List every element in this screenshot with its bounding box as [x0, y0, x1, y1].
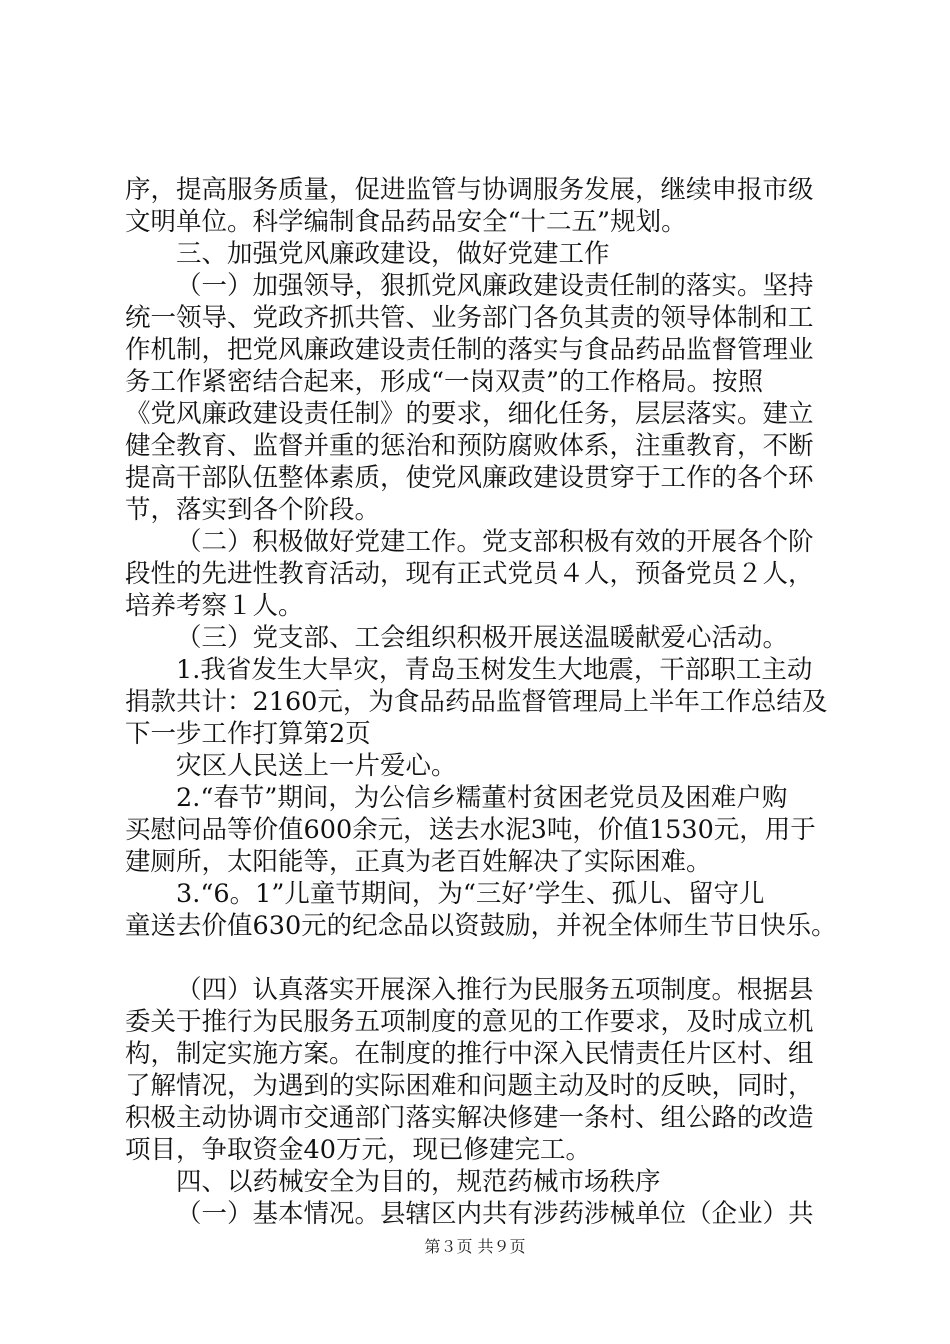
paragraph-line: 灾区人民送上一片爱心。: [176, 751, 457, 781]
paragraph-line: 买慰问品等价值600余元，送去水泥3吨，价值1530元，用于: [125, 815, 816, 845]
page-footer: 第３页 共９页: [424, 1237, 526, 1256]
paragraph-line: 建厕所，太阳能等，正真为老百姓解决了实际困难。: [125, 847, 712, 877]
paragraph-line: 3.“6。1”儿童节期间，为“三好’学生、孤儿、留守儿: [176, 879, 765, 909]
paragraph-line: （三）党支部、工会组织积极开展送温暖献爱心活动。: [176, 623, 789, 653]
paragraph-line: （一）加强领导，狠抓党风廉政建设责任制的落实。坚持: [176, 271, 814, 301]
paragraph-line: 节，落实到各个阶段。: [125, 495, 381, 525]
paragraph-line: （四）认真落实开展深入推行为民服务五项制度。根据县: [176, 975, 814, 1005]
paragraph-line: （二）积极做好党建工作。党支部积极有效的开展各个阶: [176, 527, 814, 557]
paragraph-line: 《党风廉政建设责任制》的要求，细化任务，层层落实。建立: [125, 399, 814, 429]
paragraph-line: （一）基本情况。县辖区内共有涉药涉械单位（企业）共: [176, 1199, 814, 1229]
paragraph-line: 培养考察１人。: [125, 591, 304, 621]
section-heading: 三、加强党风廉政建设，做好党建工作: [176, 239, 610, 269]
paragraph-line: 文明单位。科学编制食品药品安全“十二五”规划。: [125, 207, 687, 237]
paragraph-line: 了解情况，为遇到的实际困难和问题主动及时的反映，同时，: [125, 1071, 814, 1101]
paragraph-line: 2.“春节”期间，为公信乡糯董村贫困老党员及困难户购: [176, 783, 788, 813]
paragraph-line: 项目，争取资金40万元，现已修建完工。: [125, 1135, 591, 1165]
paragraph-line: 积极主动协调市交通部门落实解决修建一条村、组公路的改造: [125, 1103, 814, 1133]
section-heading: 四、以药械安全为目的，规范药械市场秩序: [176, 1167, 661, 1197]
paragraph-line: 构，制定实施方案。在制度的推行中深入民情责任片区村、组: [125, 1039, 814, 1069]
paragraph-line: 童送去价值630元的纪念品以资鼓励，并祝全体师生节日快乐。: [125, 911, 837, 941]
paragraph-line: 健全教育、监督并重的惩治和预防腐败体系，注重教育，不断: [125, 431, 814, 461]
paragraph-line: 提高干部队伍整体素质，使党风廉政建设贯穿于工作的各个环: [125, 463, 814, 493]
paragraph-line: 捐款共计：2160元，为食品药品监督管理局上半年工作总结及: [125, 687, 828, 717]
paragraph-line: 下一步工作打算第2页: [125, 719, 371, 749]
paragraph-line: 序，提高服务质量，促进监管与协调服务发展，继续申报市级: [125, 175, 814, 205]
paragraph-line: 务工作紧密结合起来，形成“一岗双责”的工作格局。按照: [125, 367, 764, 397]
paragraph-line: 1.我省发生大旱灾，青岛玉树发生大地震，干部职工主动: [176, 655, 813, 685]
paragraph-line: 作机制，把党风廉政建设责任制的落实与食品药品监督管理业: [125, 335, 814, 365]
paragraph-line: 统一领导、党政齐抓共管、业务部门各负其责的领导体制和工: [125, 303, 814, 333]
paragraph-line: 段性的先进性教育活动，现有正式党员４人，预备党员２人，: [125, 559, 814, 589]
paragraph-line: 委关于推行为民服务五项制度的意见的工作要求，及时成立机: [125, 1007, 814, 1037]
